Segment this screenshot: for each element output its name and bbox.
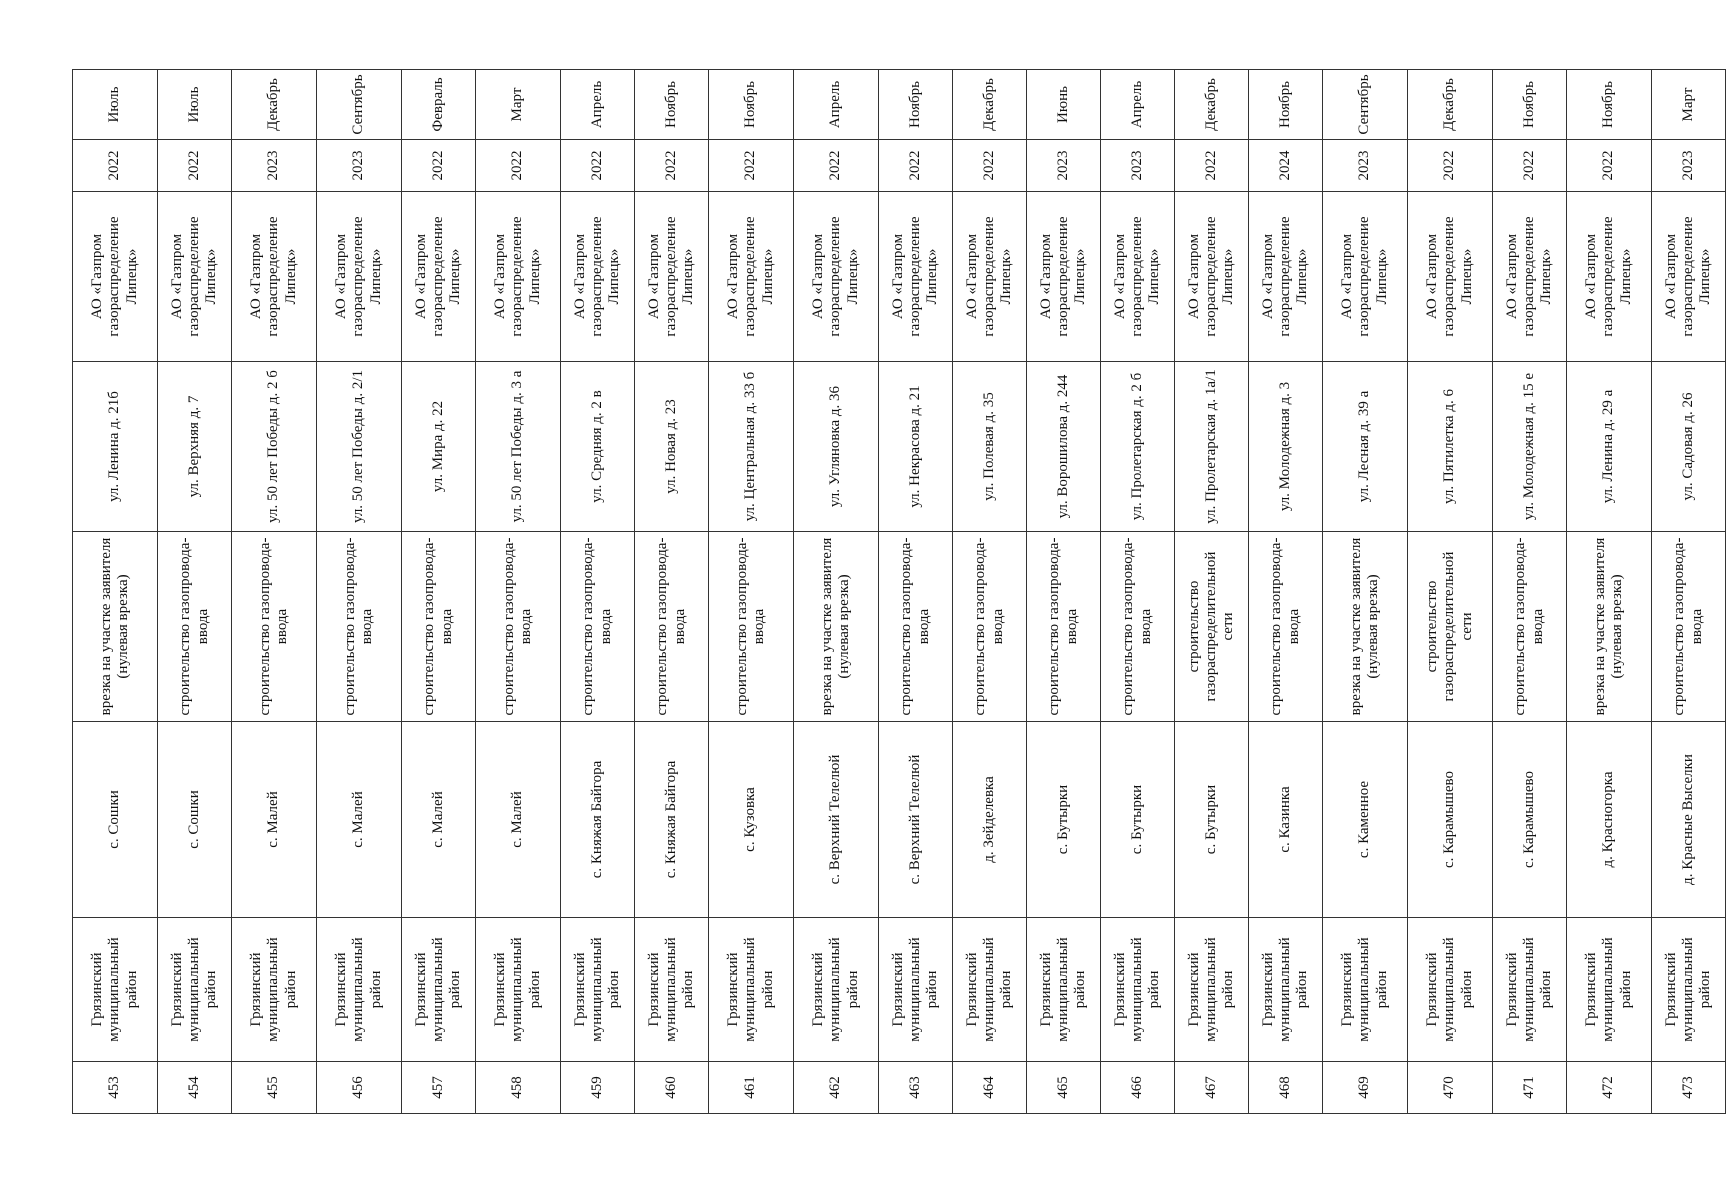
- settlement-cell: с. Сошки: [73, 722, 158, 918]
- month-cell: Сентябрь: [1323, 70, 1408, 140]
- address-cell: ул. Угляновка д. 36: [794, 362, 879, 532]
- settlement-cell: с. Карамышево: [1493, 722, 1567, 918]
- work-type-cell: строительство газопровода-ввода: [953, 532, 1027, 722]
- month-cell: Ноябрь: [1567, 70, 1652, 140]
- work-type-cell: строительство газопровода-ввода: [476, 532, 561, 722]
- settlement-cell: с. Княжая Байгора: [635, 722, 709, 918]
- table-row: [402, 70, 476, 1114]
- work-type-cell: врезка на участке заявителя (нулевая врезка): [1567, 532, 1652, 722]
- district-cell: Грязинский муниципальный район: [1175, 918, 1249, 1062]
- month-cell: Март: [1652, 70, 1726, 140]
- address-cell: ул. Некрасова д. 21: [879, 362, 953, 532]
- work-type-cell: строительство газопровода-ввода: [1101, 532, 1175, 722]
- month-cell: Апрель: [1101, 70, 1175, 140]
- district-cell: Грязинский муниципальный район: [1493, 918, 1567, 1062]
- organization-cell: АО «Газпром газораспределение Липецк»: [232, 192, 317, 362]
- organization-cell: АО «Газпром газораспределение Липецк»: [709, 192, 794, 362]
- address-cell: ул. Пятилетка д. 6: [1408, 362, 1493, 532]
- work-type-cell: строительство газопровода-ввода: [1027, 532, 1101, 722]
- table-row: [635, 70, 709, 1114]
- district-cell: Грязинский муниципальный район: [1249, 918, 1323, 1062]
- year-cell: 2022: [1408, 140, 1493, 192]
- settlement-cell: с. Верхний Телелюй: [879, 722, 953, 918]
- table-row: [1652, 70, 1726, 1114]
- organization-cell: АО «Газпром газораспределение Липецк»: [1323, 192, 1408, 362]
- row-number-cell: 466: [1101, 1062, 1175, 1114]
- row-number-cell: 454: [158, 1062, 232, 1114]
- address-cell: ул. Ленина д. 29 а: [1567, 362, 1652, 532]
- table-row: [1027, 70, 1101, 1114]
- address-cell: ул. Молодежная д. 3: [1249, 362, 1323, 532]
- year-cell: 2022: [794, 140, 879, 192]
- month-cell: Ноябрь: [709, 70, 794, 140]
- district-cell: Грязинский муниципальный район: [635, 918, 709, 1062]
- work-type-cell: строительство газопровода-ввода: [709, 532, 794, 722]
- year-cell: 2023: [317, 140, 402, 192]
- month-cell: Ноябрь: [635, 70, 709, 140]
- year-cell: 2023: [1101, 140, 1175, 192]
- organization-cell: АО «Газпром газораспределение Липецк»: [635, 192, 709, 362]
- district-cell: Грязинский муниципальный район: [402, 918, 476, 1062]
- settlement-cell: д. Красногорка: [1567, 722, 1652, 918]
- settlement-cell: с. Карамышево: [1408, 722, 1493, 918]
- address-cell: ул. Молодежная д. 15 е: [1493, 362, 1567, 532]
- address-cell: ул. Средняя д. 2 в: [561, 362, 635, 532]
- row-number-cell: 460: [635, 1062, 709, 1114]
- table-row: [794, 70, 879, 1114]
- organization-cell: АО «Газпром газораспределение Липецк»: [1408, 192, 1493, 362]
- district-cell: Грязинский муниципальный район: [158, 918, 232, 1062]
- settlement-cell: с. Казинка: [1249, 722, 1323, 918]
- address-cell: ул. 50 лет Победы д. 2 б: [232, 362, 317, 532]
- year-cell: 2023: [1323, 140, 1408, 192]
- settlement-cell: с. Малей: [476, 722, 561, 918]
- address-cell: ул. Ленина д. 21б: [73, 362, 158, 532]
- work-type-cell: врезка на участке заявителя (нулевая врезка): [794, 532, 879, 722]
- organization-cell: АО «Газпром газораспределение Липецк»: [1249, 192, 1323, 362]
- work-type-cell: строительство газопровода-ввода: [158, 532, 232, 722]
- organization-cell: АО «Газпром газораспределение Липецк»: [317, 192, 402, 362]
- district-cell: Грязинский муниципальный район: [709, 918, 794, 1062]
- month-cell: Ноябрь: [1249, 70, 1323, 140]
- district-cell: Грязинский муниципальный район: [73, 918, 158, 1062]
- organization-cell: АО «Газпром газораспределение Липецк»: [1101, 192, 1175, 362]
- settlement-cell: с. Верхний Телелюй: [794, 722, 879, 918]
- month-cell: Декабрь: [232, 70, 317, 140]
- district-cell: Грязинский муниципальный район: [476, 918, 561, 1062]
- settlement-cell: с. Малей: [232, 722, 317, 918]
- work-type-cell: строительство газопровода-ввода: [1652, 532, 1726, 722]
- district-cell: Грязинский муниципальный район: [1408, 918, 1493, 1062]
- month-cell: Ноябрь: [1493, 70, 1567, 140]
- work-type-cell: строительство газопровода-ввода: [317, 532, 402, 722]
- year-cell: 2022: [709, 140, 794, 192]
- month-cell: Июнь: [1027, 70, 1101, 140]
- address-cell: ул. Пролетарская д. 1а/1: [1175, 362, 1249, 532]
- row-number-cell: 469: [1323, 1062, 1408, 1114]
- settlement-cell: д. Красные Выселки: [1652, 722, 1726, 918]
- year-cell: 2022: [561, 140, 635, 192]
- district-cell: Грязинский муниципальный район: [1323, 918, 1408, 1062]
- settlement-cell: с. Каменное: [1323, 722, 1408, 918]
- settlement-cell: с. Бутырки: [1101, 722, 1175, 918]
- row-number-cell: 463: [879, 1062, 953, 1114]
- settlement-cell: с. Кузовка: [709, 722, 794, 918]
- organization-cell: АО «Газпром газораспределение Липецк»: [402, 192, 476, 362]
- district-cell: Грязинский муниципальный район: [561, 918, 635, 1062]
- organization-cell: АО «Газпром газораспределение Липецк»: [476, 192, 561, 362]
- settlement-cell: с. Бутырки: [1027, 722, 1101, 918]
- organization-cell: АО «Газпром газораспределение Липецк»: [1493, 192, 1567, 362]
- address-cell: ул. Пролетарская д. 2 б: [1101, 362, 1175, 532]
- year-cell: 2023: [1027, 140, 1101, 192]
- month-cell: Декабрь: [1408, 70, 1493, 140]
- table-row: [73, 70, 158, 1114]
- address-cell: ул. Лесная д. 39 а: [1323, 362, 1408, 532]
- table-row: [1408, 70, 1493, 1114]
- work-type-cell: строительство газопровода-ввода: [1493, 532, 1567, 722]
- organization-cell: АО «Газпром газораспределение Липецк»: [953, 192, 1027, 362]
- district-cell: Грязинский муниципальный район: [1567, 918, 1652, 1062]
- month-cell: Апрель: [561, 70, 635, 140]
- table-row: [1493, 70, 1567, 1114]
- work-type-cell: врезка на участке заявителя (нулевая врезка): [1323, 532, 1408, 722]
- month-cell: Декабрь: [1175, 70, 1249, 140]
- work-type-cell: строительство газораспределительной сети: [1408, 532, 1493, 722]
- month-cell: Ноябрь: [879, 70, 953, 140]
- month-cell: Апрель: [794, 70, 879, 140]
- month-cell: Февраль: [402, 70, 476, 140]
- district-cell: Грязинский муниципальный район: [1652, 918, 1726, 1062]
- year-cell: 2022: [879, 140, 953, 192]
- settlement-cell: с. Сошки: [158, 722, 232, 918]
- year-cell: 2022: [1493, 140, 1567, 192]
- row-number-cell: 459: [561, 1062, 635, 1114]
- settlement-cell: д. Зейделевка: [953, 722, 1027, 918]
- district-cell: Грязинский муниципальный район: [1027, 918, 1101, 1062]
- district-cell: Грязинский муниципальный район: [794, 918, 879, 1062]
- gasification-schedule-table: [72, 69, 1726, 1114]
- year-cell: 2022: [158, 140, 232, 192]
- table-row: [476, 70, 561, 1114]
- settlement-cell: с. Княжая Байгора: [561, 722, 635, 918]
- address-cell: ул. Садовая д. 26: [1652, 362, 1726, 532]
- table-row: [1175, 70, 1249, 1114]
- work-type-cell: строительство газораспределительной сети: [1175, 532, 1249, 722]
- settlement-cell: с. Бутырки: [1175, 722, 1249, 918]
- table-row: [1567, 70, 1652, 1114]
- row-number-cell: 470: [1408, 1062, 1493, 1114]
- year-cell: 2023: [232, 140, 317, 192]
- year-cell: 2022: [476, 140, 561, 192]
- year-cell: 2023: [1652, 140, 1726, 192]
- row-number-cell: 464: [953, 1062, 1027, 1114]
- table-row: [709, 70, 794, 1114]
- row-number-cell: 465: [1027, 1062, 1101, 1114]
- row-number-cell: 453: [73, 1062, 158, 1114]
- table-row: [158, 70, 232, 1114]
- row-number-cell: 473: [1652, 1062, 1726, 1114]
- table-row: [953, 70, 1027, 1114]
- district-cell: Грязинский муниципальный район: [317, 918, 402, 1062]
- address-cell: ул. 50 лет Победы д. 3 а: [476, 362, 561, 532]
- address-cell: ул. Полевая д. 35: [953, 362, 1027, 532]
- organization-cell: АО «Газпром газораспределение Липецк»: [1027, 192, 1101, 362]
- row-number-cell: 472: [1567, 1062, 1652, 1114]
- district-cell: Грязинский муниципальный район: [953, 918, 1027, 1062]
- table-row: [879, 70, 953, 1114]
- organization-cell: АО «Газпром газораспределение Липецк»: [561, 192, 635, 362]
- table-row: [232, 70, 317, 1114]
- work-type-cell: строительство газопровода-ввода: [635, 532, 709, 722]
- month-cell: Декабрь: [953, 70, 1027, 140]
- month-cell: Март: [476, 70, 561, 140]
- row-number-cell: 471: [1493, 1062, 1567, 1114]
- row-number-cell: 457: [402, 1062, 476, 1114]
- row-number-cell: 456: [317, 1062, 402, 1114]
- year-cell: 2024: [1249, 140, 1323, 192]
- year-cell: 2022: [402, 140, 476, 192]
- month-cell: Июль: [158, 70, 232, 140]
- row-number-cell: 468: [1249, 1062, 1323, 1114]
- row-number-cell: 462: [794, 1062, 879, 1114]
- month-cell: Июль: [73, 70, 158, 140]
- district-cell: Грязинский муниципальный район: [232, 918, 317, 1062]
- address-cell: ул. Центральная д. 33 б: [709, 362, 794, 532]
- row-number-cell: 461: [709, 1062, 794, 1114]
- year-cell: 2022: [73, 140, 158, 192]
- year-cell: 2022: [953, 140, 1027, 192]
- work-type-cell: строительство газопровода-ввода: [232, 532, 317, 722]
- table-row: [561, 70, 635, 1114]
- row-number-cell: 467: [1175, 1062, 1249, 1114]
- table-row: [1101, 70, 1175, 1114]
- settlement-cell: с. Малей: [317, 722, 402, 918]
- organization-cell: АО «Газпром газораспределение Липецк»: [1567, 192, 1652, 362]
- work-type-cell: строительство газопровода-ввода: [402, 532, 476, 722]
- district-cell: Грязинский муниципальный район: [1101, 918, 1175, 1062]
- row-number-cell: 458: [476, 1062, 561, 1114]
- address-cell: ул. Ворошилова д. 244: [1027, 362, 1101, 532]
- year-cell: 2022: [635, 140, 709, 192]
- organization-cell: АО «Газпром газораспределение Липецк»: [879, 192, 953, 362]
- organization-cell: АО «Газпром газораспределение Липецк»: [1175, 192, 1249, 362]
- address-cell: ул. Мира д. 22: [402, 362, 476, 532]
- address-cell: ул. 50 лет Победы д. 2/1: [317, 362, 402, 532]
- work-type-cell: врезка на участке заявителя (нулевая врезка): [73, 532, 158, 722]
- organization-cell: АО «Газпром газораспределение Липецк»: [1652, 192, 1726, 362]
- table-row: [1323, 70, 1408, 1114]
- work-type-cell: строительство газопровода-ввода: [561, 532, 635, 722]
- organization-cell: АО «Газпром газораспределение Липецк»: [73, 192, 158, 362]
- month-cell: Сентябрь: [317, 70, 402, 140]
- table-body: [73, 70, 1726, 1114]
- settlement-cell: с. Малей: [402, 722, 476, 918]
- address-cell: ул. Новая д. 23: [635, 362, 709, 532]
- year-cell: 2022: [1567, 140, 1652, 192]
- district-cell: Грязинский муниципальный район: [879, 918, 953, 1062]
- row-number-cell: 455: [232, 1062, 317, 1114]
- work-type-cell: строительство газопровода-ввода: [879, 532, 953, 722]
- table-row: [317, 70, 402, 1114]
- address-cell: ул. Верхняя д. 7: [158, 362, 232, 532]
- organization-cell: АО «Газпром газораспределение Липецк»: [158, 192, 232, 362]
- table-row: [1249, 70, 1323, 1114]
- year-cell: 2022: [1175, 140, 1249, 192]
- organization-cell: АО «Газпром газораспределение Липецк»: [794, 192, 879, 362]
- work-type-cell: строительство газопровода-ввода: [1249, 532, 1323, 722]
